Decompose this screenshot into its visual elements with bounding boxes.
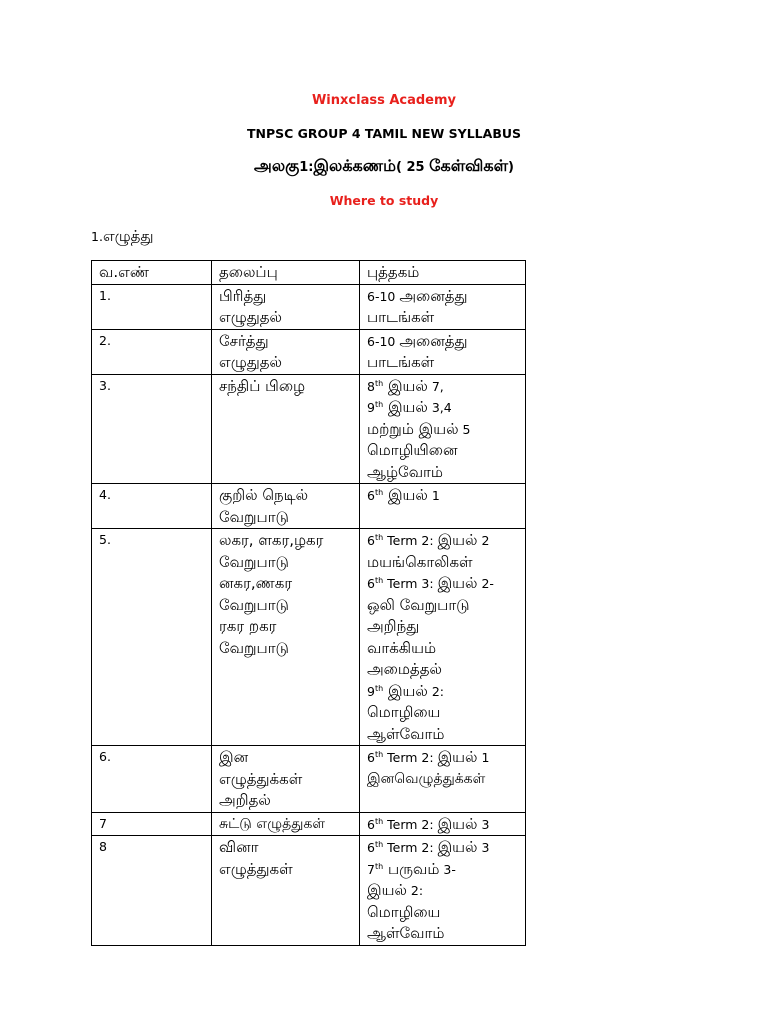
row-topic: [212, 529, 360, 746]
topic-line: குறில் நெடில்: [219, 486, 309, 504]
book-std: 6: [367, 816, 375, 832]
book-num: 1: [427, 488, 440, 503]
book-range: 6-10: [367, 288, 400, 304]
topic-line: எழுத்துகள்: [219, 859, 293, 878]
book-std: 6: [367, 488, 375, 503]
book-num: 2-: [477, 576, 494, 591]
book-std: 9: [367, 400, 375, 415]
section-number: 1.: [91, 229, 103, 244]
book-line: வாக்கியம்: [367, 638, 437, 657]
book-line: ஆழ்வோம்: [367, 462, 443, 481]
book-num: 1: [477, 750, 490, 765]
book-text: இயல்: [437, 838, 478, 856]
book-sup: th: [374, 533, 384, 542]
book-sup: th: [374, 400, 384, 409]
book-line: மொழியை: [367, 703, 441, 721]
topic-line: எழுதுதல்: [219, 308, 282, 326]
row-book: [360, 746, 526, 813]
book-term: Term 2:: [383, 816, 438, 832]
book-text: இயல்: [437, 748, 478, 766]
row-topic: [212, 812, 360, 836]
row-number: 2.: [92, 329, 212, 374]
book-line: [367, 681, 519, 703]
topic-line: வேறுபாடு: [219, 552, 289, 571]
where-to-study: Where to study: [329, 193, 439, 208]
topic-line: வேறுபாடு: [219, 595, 289, 614]
header-topic: தலைப்பு: [212, 261, 360, 285]
book-line: ஆள்வோம்: [367, 724, 445, 743]
book-sup: th: [374, 861, 384, 871]
header-serial: வ.எண்: [92, 261, 212, 285]
book-line: [367, 397, 519, 419]
row-topic: [212, 329, 360, 374]
book-std: 6: [367, 840, 375, 855]
book-num: 2: [477, 533, 490, 548]
book-text: அனைத்து: [399, 286, 468, 305]
book-text: இயல்: [437, 574, 478, 592]
topic-line: எழுதுதல்: [219, 353, 282, 371]
book-line: ஒலி வேறுபாடு: [367, 595, 470, 614]
unit-number: 1:: [299, 160, 314, 175]
book-line: அமைத்தல்: [367, 660, 442, 678]
book-num: 2:: [427, 683, 444, 699]
row-number: 8: [92, 836, 212, 946]
book-std: 7: [367, 861, 375, 877]
book-line: [367, 286, 519, 308]
book-text: பருவம்: [383, 859, 440, 878]
book-term: Term 2:: [383, 533, 438, 548]
book-line: [367, 837, 519, 859]
topic-line: ரகர றகர: [219, 617, 277, 635]
book-sup: th: [374, 750, 384, 759]
row-topic: [212, 746, 360, 813]
book-text: இயல்: [437, 814, 478, 833]
topic-line: வேறுபாடு: [219, 638, 289, 657]
book-num: 3: [477, 816, 490, 832]
section-name: எழுத்து: [102, 227, 154, 245]
book-sup: th: [374, 816, 384, 826]
table-row: [92, 284, 526, 329]
book-text: இயல்: [418, 419, 459, 438]
section-heading: [91, 227, 153, 247]
book-line: [367, 530, 519, 552]
table-row: [92, 836, 526, 946]
row-number: 5.: [92, 529, 212, 746]
book-num: 3: [477, 840, 490, 855]
unit-paren-open: ( 25: [396, 160, 430, 175]
academy-name: Winxclass Academy: [311, 93, 457, 108]
book-line: [367, 573, 519, 595]
book-std: 6: [367, 750, 375, 765]
unit-heading: [0, 156, 768, 177]
book-sup: th: [374, 488, 384, 497]
topic-line: சந்திப் பிழை: [219, 376, 306, 395]
book-text: இயல்: [367, 881, 407, 899]
row-number: 1.: [92, 284, 212, 329]
book-text: மற்றும்: [367, 419, 414, 438]
book-text: இயல்: [387, 486, 428, 504]
book-text: இயல்: [437, 531, 478, 549]
topic-line: சேர்த்து: [219, 331, 269, 350]
book-sup: th: [374, 840, 384, 849]
book-std: 6: [367, 576, 375, 591]
book-range: 6-10: [367, 333, 400, 349]
row-book: [360, 812, 526, 836]
book-std: 9: [367, 683, 375, 699]
book-num: 5: [458, 421, 471, 437]
book-num: 7,: [427, 378, 444, 394]
table-row: [92, 746, 526, 813]
row-number: 7: [92, 812, 212, 836]
table-row: [92, 812, 526, 836]
syllabus-table: [91, 260, 526, 946]
book-sup: th: [374, 576, 384, 585]
book-line: [367, 880, 519, 902]
topic-line: பிரித்து: [219, 286, 267, 305]
book-line: [367, 376, 519, 398]
row-number: 3.: [92, 374, 212, 484]
topic-line: எழுத்துக்கள்: [219, 769, 303, 788]
row-book: [360, 484, 526, 529]
book-line: மொழியை: [367, 902, 441, 921]
row-number: 4.: [92, 484, 212, 529]
row-book: [360, 529, 526, 746]
book-line: அறிந்து: [367, 617, 420, 635]
row-topic: [212, 836, 360, 946]
table-row: [92, 329, 526, 374]
table-header-row: [92, 261, 526, 285]
book-text: இயல்: [387, 681, 428, 700]
topic-line: வேறுபாடு: [219, 507, 289, 526]
book-num: 3,4: [427, 400, 452, 415]
book-line: [367, 331, 519, 353]
book-sup: th: [374, 683, 384, 693]
book-line: ஆள்வோம்: [367, 924, 445, 942]
book-line: [367, 419, 519, 441]
row-topic: [212, 484, 360, 529]
unit-paren-close: ): [508, 160, 514, 175]
header-book: புத்தகம்: [360, 261, 526, 285]
unit-questions: கேள்விகள்: [429, 156, 509, 175]
table-row: [92, 484, 526, 529]
book-text: இயல்: [387, 398, 428, 416]
book-text: இயல்: [387, 376, 428, 395]
row-book: [360, 284, 526, 329]
row-book: [360, 329, 526, 374]
book-num: 3-: [439, 861, 456, 877]
topic-line: அறிதல்: [219, 791, 271, 809]
table-row: [92, 529, 526, 746]
book-line: பாடங்கள்: [367, 353, 435, 371]
book-line: [367, 747, 519, 769]
book-term: Term 3:: [383, 576, 438, 591]
book-std: 8: [367, 378, 375, 394]
book-line: மயங்கொலிகள்: [367, 552, 473, 571]
book-line: பாடங்கள்: [367, 308, 435, 326]
book-line: [367, 814, 519, 836]
book-num: 2:: [406, 883, 424, 898]
syllabus-title: TNPSC GROUP 4 TAMIL NEW SYLLABUS: [246, 126, 522, 141]
book-line: மொழியினை: [367, 441, 458, 459]
row-book: [360, 374, 526, 484]
row-topic: [212, 374, 360, 484]
book-line: இனவெழுத்துக்கள்: [367, 770, 486, 787]
book-term: Term 2:: [383, 750, 438, 765]
topic-line: லகர, ளகர,ழகர: [219, 531, 324, 549]
book-text: அனைத்து: [399, 331, 468, 350]
table-row: [92, 374, 526, 484]
topic-line: வினா: [219, 838, 259, 856]
topic-line: இன: [219, 748, 249, 766]
book-line: [367, 859, 519, 881]
unit-prefix: அலகு: [254, 156, 300, 175]
topic-line: னகர,ணகர: [219, 574, 293, 592]
book-line: [367, 485, 519, 507]
row-book: [360, 836, 526, 946]
row-number: 6.: [92, 746, 212, 813]
book-term: Term 2:: [383, 840, 438, 855]
topic-line: சுட்டு எழுத்துகள்: [219, 815, 325, 832]
book-std: 6: [367, 533, 375, 548]
row-topic: [212, 284, 360, 329]
book-sup: th: [374, 378, 384, 388]
unit-name: இலக்கணம்: [313, 156, 397, 175]
